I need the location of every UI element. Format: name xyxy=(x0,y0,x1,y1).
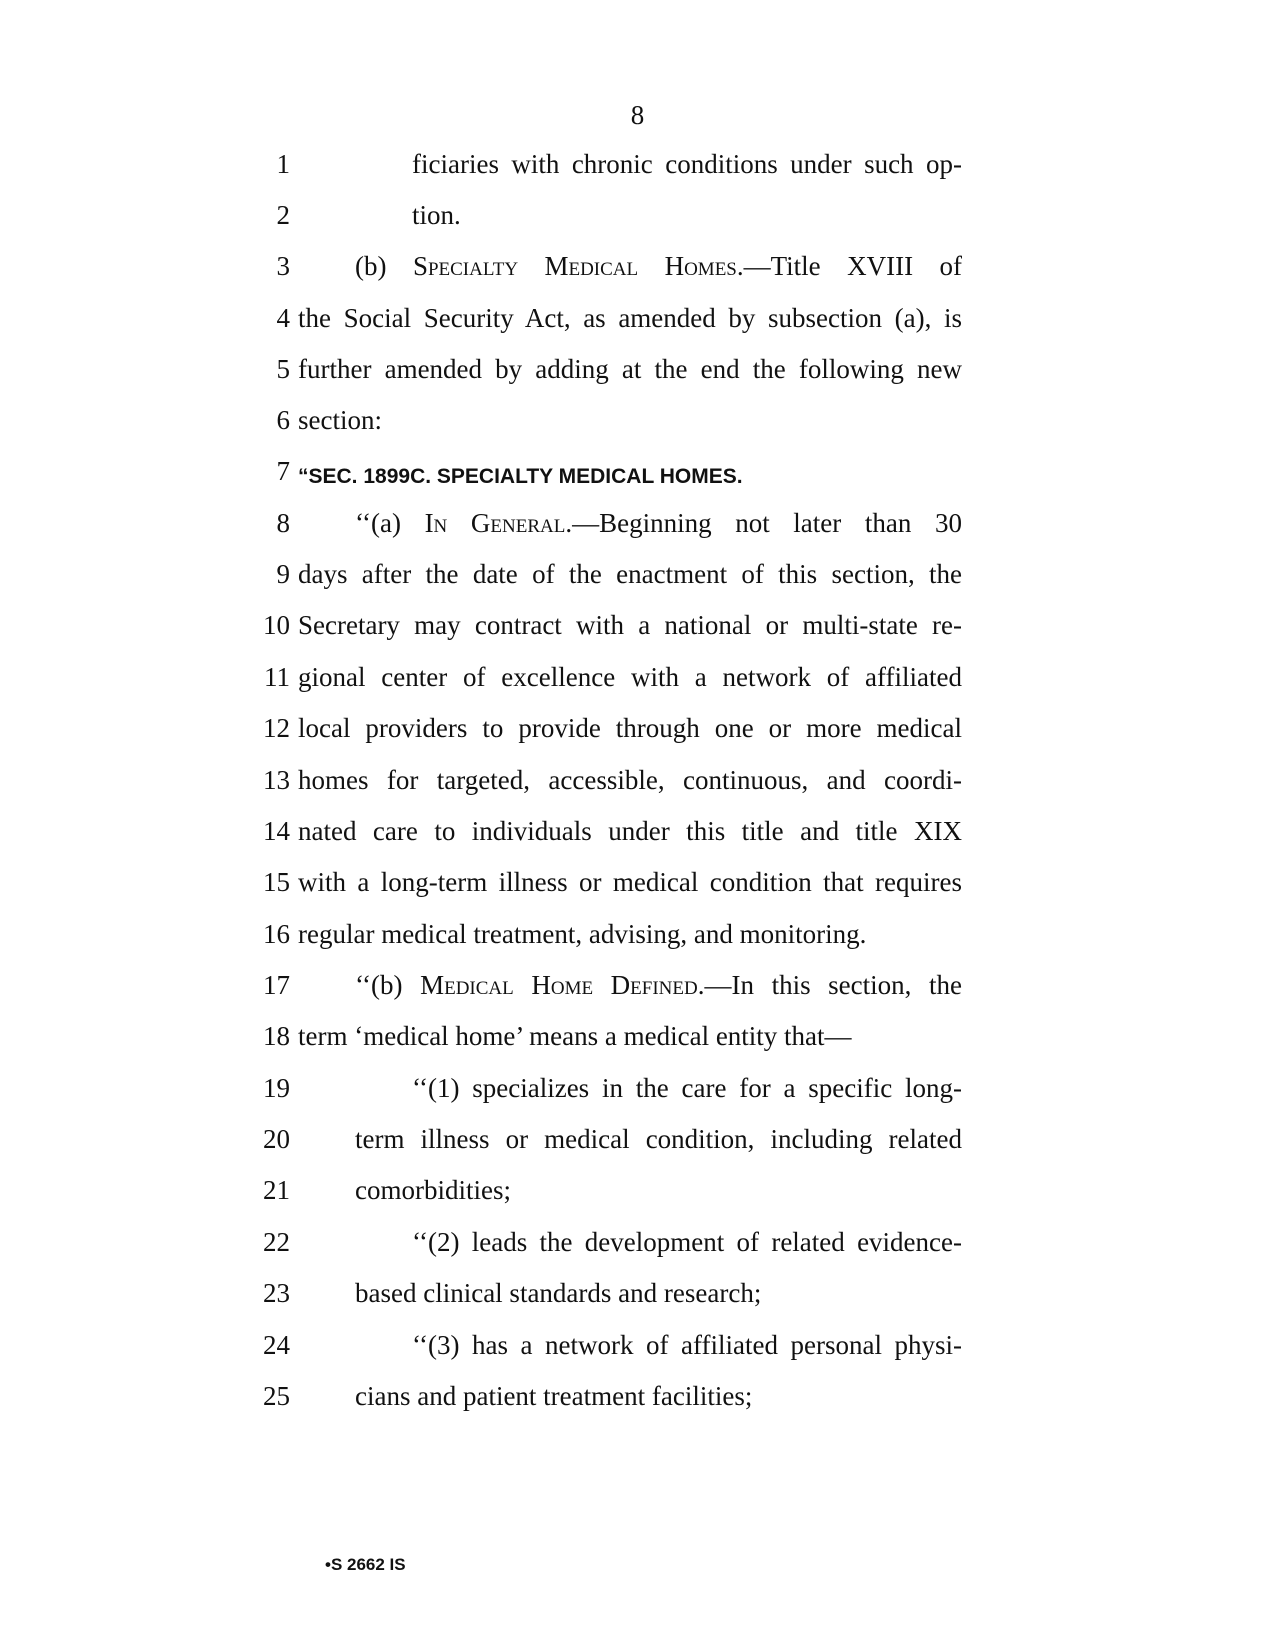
line-number: 19 xyxy=(263,1073,290,1103)
subsection-title: Medical Home Defined xyxy=(420,970,698,1000)
text-line xyxy=(0,1275,1275,1329)
line-text: ‘‘(2) leads the development of related evidence- xyxy=(412,1227,962,1257)
line-text: .—In this section, the xyxy=(697,970,962,1000)
subsection-heading-line xyxy=(355,967,962,1003)
bill-identifier-footer: •S 2662 IS xyxy=(325,1555,406,1574)
line-number: 2 xyxy=(276,200,290,230)
text-line xyxy=(0,197,1275,251)
text-line xyxy=(0,813,1275,867)
text-line xyxy=(0,556,1275,610)
line-number: 8 xyxy=(276,508,290,538)
text-line xyxy=(0,248,1275,302)
line-number: 20 xyxy=(263,1124,290,1154)
text-line xyxy=(0,1172,1275,1226)
line-text: ‘‘(1) specializes in the care for a specific long- xyxy=(412,1073,962,1103)
line-number: 4 xyxy=(276,303,290,333)
line-text: .—Beginning not later than 30 xyxy=(565,508,962,538)
subsection-title: Specialty Medical Homes xyxy=(412,251,737,281)
line-text: comorbidities; xyxy=(355,1175,511,1205)
text-line xyxy=(0,607,1275,661)
text-line xyxy=(0,1121,1275,1175)
line-number: 10 xyxy=(263,610,290,640)
text-line xyxy=(0,710,1275,764)
subsection-label: (b) xyxy=(355,251,413,281)
line-number: 21 xyxy=(263,1175,290,1205)
line-text: homes for targeted, accessible, continuous, and coordi- xyxy=(298,765,962,795)
line-number: 22 xyxy=(263,1227,290,1257)
text-line xyxy=(0,146,1275,200)
line-number: 9 xyxy=(276,559,290,589)
text-line xyxy=(0,864,1275,918)
line-text: regular medical treatment, advising, and monitoring. xyxy=(298,919,867,949)
line-number: 25 xyxy=(263,1381,290,1411)
line-number: 3 xyxy=(276,251,290,281)
text-line xyxy=(0,1378,1275,1432)
text-line xyxy=(0,916,1275,970)
line-text: term illness or medical condition, including related xyxy=(355,1124,962,1154)
line-number: 11 xyxy=(264,662,290,692)
text-line xyxy=(0,300,1275,354)
line-text: section: xyxy=(298,405,382,435)
line-text: tion. xyxy=(412,200,461,230)
line-text: local providers to provide through one or more medical xyxy=(298,713,962,743)
text-line xyxy=(0,762,1275,816)
line-text: ‘‘(3) has a network of affiliated personal physi- xyxy=(412,1330,962,1360)
line-number: 6 xyxy=(276,405,290,435)
line-text: further amended by adding at the end the following new xyxy=(298,354,962,384)
line-text: with a long-term illness or medical condition that requires xyxy=(298,867,962,897)
text-line xyxy=(0,1327,1275,1381)
subsection-title: In General xyxy=(424,508,566,538)
line-text: gional center of excellence with a network of affiliated xyxy=(298,662,962,692)
text-line xyxy=(0,1224,1275,1278)
text-line xyxy=(0,402,1275,456)
line-text: days after the date of the enactment of this section, the xyxy=(298,559,962,589)
subsection-heading-line xyxy=(355,248,962,284)
line-text: .—Title XVIII of xyxy=(736,251,962,281)
text-line xyxy=(0,505,1275,559)
line-number: 14 xyxy=(263,816,290,846)
text-line xyxy=(0,1018,1275,1072)
line-number: 18 xyxy=(263,1021,290,1051)
page-number: 8 xyxy=(630,100,645,130)
subsection-heading-line xyxy=(355,505,962,541)
line-number: 17 xyxy=(263,970,290,1000)
line-number: 1 xyxy=(276,149,290,179)
line-number: 5 xyxy=(276,354,290,384)
line-text: ficiaries with chronic conditions under such op- xyxy=(412,149,962,179)
line-text: term ‘medical home’ means a medical entity that— xyxy=(298,1021,852,1051)
text-line xyxy=(0,659,1275,713)
line-number: 7 xyxy=(276,456,290,486)
line-number: 13 xyxy=(263,765,290,795)
line-text: cians and patient treatment facilities; xyxy=(355,1381,753,1411)
line-number: 16 xyxy=(263,919,290,949)
subsection-label: ‘‘(a) xyxy=(355,508,425,538)
line-text: Secretary may contract with a national or multi-state re- xyxy=(298,610,962,640)
line-number: 24 xyxy=(263,1330,290,1360)
text-line xyxy=(0,351,1275,405)
line-text: based clinical standards and research; xyxy=(355,1278,762,1308)
line-number: 23 xyxy=(263,1278,290,1308)
line-number: 15 xyxy=(263,867,290,897)
line-text: the Social Security Act, as amended by subsection (a), is xyxy=(298,303,962,333)
text-line xyxy=(0,453,1275,507)
section-heading: “SEC. 1899C. SPECIALTY MEDICAL HOMES. xyxy=(298,465,743,488)
text-line xyxy=(0,1070,1275,1124)
subsection-label: ‘‘(b) xyxy=(355,970,421,1000)
text-line xyxy=(0,967,1275,1021)
line-number: 12 xyxy=(263,713,290,743)
line-text: nated care to individuals under this title and title XIX xyxy=(298,816,962,846)
